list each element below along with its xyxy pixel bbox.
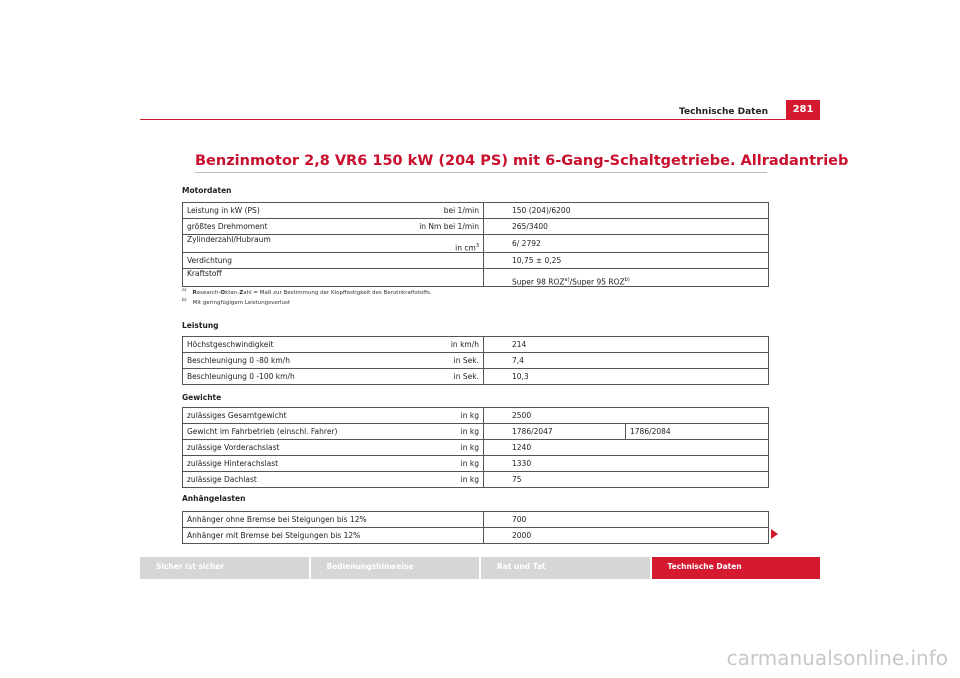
table-row [183,512,769,528]
row-label: zulässige Hinterachslast [183,456,413,472]
row-unit: bei 1/min [413,203,484,219]
row-label: Leistung in kW (PS) [183,203,413,219]
row-value-2: 1786/2084 [626,424,769,440]
section-heading-motordaten: Motordaten [182,186,232,195]
leistung-table [182,336,769,385]
row-unit: in kg [413,440,484,456]
tab-bedienungshinweise[interactable]: Bedienungshinweise [311,557,480,579]
row-value-2 [626,408,769,424]
page-title: Benzinmotor 2,8 VR6 150 kW (204 PS) mit 6-Gang-Schaltgetriebe. Allradantrieb [195,153,849,169]
row-value: 2000 [484,528,769,544]
row-value-2 [626,440,769,456]
gewichte-table [182,407,769,488]
row-value: Super 98 ROZ$^{a)}$/Super 95 ROZ$^{b)}$ [484,269,769,287]
next-page-arrow-icon[interactable] [771,529,778,539]
row-label: Beschleunigung 0 -80 km/h [183,353,413,369]
row-unit: in kg [413,408,484,424]
row-value: 700 [484,512,769,528]
table-row [183,337,769,353]
row-label: größtes Drehmoment [183,219,413,235]
header-section-title: Technische Daten [679,107,768,117]
row-value: 75 [484,472,626,488]
row-value: 2500 [484,408,626,424]
row-unit: in Sek. [413,353,484,369]
row-value: 10,75 ± 0,25 [484,253,769,269]
table-row [183,408,769,424]
anhaengelasten-table [182,511,769,544]
table-row [183,472,769,488]
row-unit: in Nm bei 1/min [413,219,484,235]
row-unit [413,269,484,287]
row-label: Anhänger mit Bremse bei Steigungen bis 12% [183,528,484,544]
section-heading-leistung: Leistung [182,321,219,330]
row-label: Anhänger ohne Bremse bei Steigungen bis 12% [183,512,484,528]
table-row [183,203,769,219]
row-label: zulässiges Gesamtgewicht [183,408,413,424]
page-number: 281 [786,100,820,119]
row-value: 150 (204)/6200 [484,203,769,219]
row-value: 10,3 [484,369,769,385]
motordaten-table [182,202,769,287]
tab-technische-daten[interactable]: Technische Daten [652,557,821,579]
row-value: 1786/2047 [484,424,626,440]
footnote-b: $^{b)}$ Mit geringfügigem Leistungsverlust [182,298,291,306]
row-value: 1330 [484,456,626,472]
row-label: Kraftstoff [183,269,413,287]
table-row [183,528,769,544]
row-value-2 [626,456,769,472]
row-value: 1240 [484,440,626,456]
table-row [183,369,769,385]
tab-sicher-ist-sicher[interactable]: Sicher ist sicher [140,557,309,579]
row-value: 265/3400 [484,219,769,235]
table-row [183,440,769,456]
row-label: Zylinderzahl/Hubraum [183,235,413,253]
row-unit: in $cm^3$ [413,235,484,253]
tab-rat-und-tat[interactable]: Rat und Tat [481,557,650,579]
row-value: 214 [484,337,769,353]
table-row [183,219,769,235]
watermark: carmanualsonline.info [726,646,948,670]
row-unit: in kg [413,424,484,440]
row-value: 6/ 2792 [484,235,769,253]
row-value-2 [626,472,769,488]
row-label: Gewicht im Fahrbetrieb (einschl. Fahrer) [183,424,413,440]
footer-nav [140,557,820,579]
footnote-a: $^{a)}$ Research-Oktan-Zahl = Maß zur Bestimmung der Klopffestigkeit des Benzinkraftstoffs. [182,288,432,296]
row-label: zulässige Vorderachslast [183,440,413,456]
row-unit: in kg [413,456,484,472]
row-label: Verdichtung [183,253,413,269]
table-row [183,456,769,472]
row-unit: in km/h [413,337,484,353]
row-unit [413,253,484,269]
table-row [183,424,769,440]
title-rule [195,172,767,173]
row-value: 7,4 [484,353,769,369]
row-label: Höchstgeschwindigkeit [183,337,413,353]
table-row [183,269,769,287]
section-heading-gewichte: Gewichte [182,393,222,402]
table-row [183,353,769,369]
table-row [183,235,769,253]
table-row [183,253,769,269]
row-unit: in Sek. [413,369,484,385]
row-unit: in kg [413,472,484,488]
row-label: Beschleunigung 0 -100 km/h [183,369,413,385]
header-rule [140,119,820,120]
section-heading-anhaengelasten: Anhängelasten [182,494,246,503]
row-label: zulässige Dachlast [183,472,413,488]
